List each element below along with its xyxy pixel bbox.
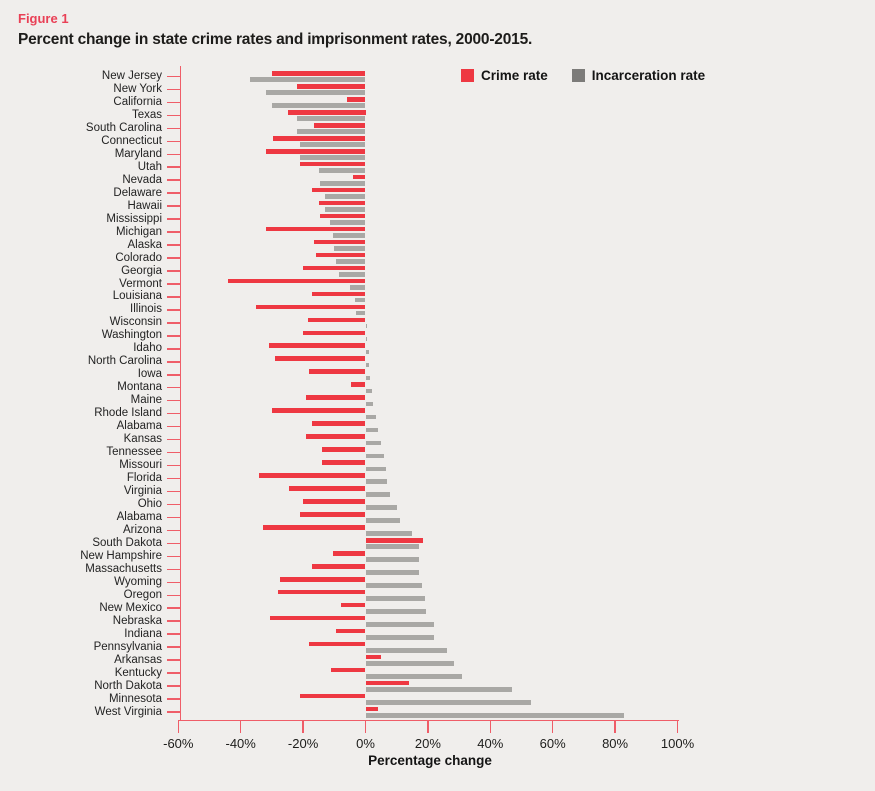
state-axis-tick bbox=[167, 128, 180, 130]
x-axis-tick bbox=[490, 720, 492, 733]
state-axis-tick bbox=[167, 646, 180, 648]
state-label: Connecticut bbox=[101, 134, 162, 147]
crime-bar bbox=[341, 603, 366, 608]
state-label: Michigan bbox=[115, 225, 162, 238]
crime-bar bbox=[314, 123, 365, 128]
state-label: Virginia bbox=[123, 485, 162, 498]
incarceration-bar bbox=[366, 492, 391, 497]
crime-bar bbox=[300, 512, 366, 517]
incarceration-bar bbox=[300, 155, 366, 160]
incarceration-bar bbox=[334, 246, 365, 251]
state-label: West Virginia bbox=[94, 705, 162, 718]
state-label: Washington bbox=[101, 329, 162, 342]
crime-bar bbox=[366, 655, 382, 660]
state-label: Indiana bbox=[124, 627, 162, 640]
state-label: Kansas bbox=[123, 433, 162, 446]
state-axis-tick bbox=[167, 179, 180, 181]
state-label: Ohio bbox=[137, 498, 162, 510]
legend-incarceration-label: Incarceration rate bbox=[591, 68, 706, 83]
state-axis-tick bbox=[167, 413, 180, 415]
crime-bar bbox=[306, 434, 365, 439]
crime-rate-swatch-icon bbox=[461, 69, 474, 82]
state-label: North Dakota bbox=[94, 679, 162, 692]
state-label: Nevada bbox=[122, 173, 162, 186]
state-axis-tick bbox=[167, 685, 180, 687]
incarceration-bar bbox=[325, 194, 366, 199]
incarceration-bar bbox=[366, 609, 427, 614]
state-label: Nebraska bbox=[112, 614, 162, 627]
crime-bar bbox=[347, 97, 366, 102]
x-axis-tick bbox=[302, 720, 304, 733]
incarceration-bar bbox=[350, 285, 366, 290]
state-axis-tick bbox=[167, 309, 180, 311]
state-axis-tick bbox=[167, 620, 180, 622]
incarceration-bar bbox=[366, 518, 400, 523]
state-label: Illinois bbox=[130, 303, 162, 316]
state-axis-tick bbox=[167, 154, 180, 156]
state-label: Kentucky bbox=[114, 666, 162, 679]
incarceration-bar bbox=[272, 103, 366, 108]
incarceration-bar bbox=[366, 648, 447, 653]
state-axis-tick bbox=[167, 595, 180, 597]
incarceration-bar bbox=[366, 570, 419, 575]
state-axis-tick bbox=[167, 698, 180, 700]
state-axis-tick bbox=[167, 244, 180, 246]
x-axis-title: Percentage change bbox=[368, 753, 492, 768]
state-label: Massachusetts bbox=[85, 562, 162, 575]
x-axis-tick bbox=[677, 720, 679, 733]
incarceration-bar bbox=[300, 142, 366, 147]
state-label: Iowa bbox=[137, 368, 162, 381]
incarceration-bar bbox=[366, 428, 378, 433]
state-label: Montana bbox=[117, 381, 162, 394]
x-axis-tick-label: -60% bbox=[163, 736, 194, 751]
incarceration-bar bbox=[366, 557, 419, 562]
crime-bar bbox=[312, 292, 365, 297]
figure-label: Figure 1 bbox=[18, 11, 69, 26]
state-axis-tick bbox=[167, 322, 180, 324]
state-axis-tick bbox=[167, 257, 180, 259]
crime-bar bbox=[272, 71, 366, 76]
crime-bar bbox=[366, 707, 378, 712]
state-axis-tick bbox=[167, 711, 180, 713]
crime-bar bbox=[312, 564, 365, 569]
crime-bar bbox=[320, 214, 365, 219]
incarceration-bar bbox=[366, 324, 368, 329]
crime-bar bbox=[319, 201, 366, 206]
incarceration-bar bbox=[366, 454, 385, 459]
crime-bar bbox=[297, 84, 366, 89]
state-axis-tick bbox=[167, 543, 180, 545]
incarceration-bar bbox=[333, 233, 366, 238]
state-label: New Jersey bbox=[101, 70, 162, 82]
state-axis-tick bbox=[167, 569, 180, 571]
x-axis-tick-label: 20% bbox=[414, 736, 441, 751]
crime-bar bbox=[351, 382, 365, 387]
legend-crime-label: Crime rate bbox=[481, 68, 548, 83]
crime-bar bbox=[303, 499, 365, 504]
crime-bar bbox=[336, 629, 366, 634]
x-axis-tick-label: -20% bbox=[287, 736, 319, 751]
crime-bar bbox=[303, 331, 365, 336]
incarceration-bar bbox=[366, 402, 374, 407]
state-axis-tick bbox=[167, 426, 180, 428]
state-axis-tick bbox=[167, 478, 180, 480]
crime-bar bbox=[263, 525, 366, 530]
state-axis-tick bbox=[167, 465, 180, 467]
incarceration-bar bbox=[366, 674, 463, 679]
incarceration-bar bbox=[366, 700, 531, 705]
y-axis-line bbox=[180, 66, 182, 720]
incarceration-bar bbox=[366, 337, 368, 342]
state-label: Colorado bbox=[115, 251, 162, 264]
crime-bar bbox=[322, 447, 366, 452]
chart-title: Percent change in state crime rates and imprisonment rates, 2000-2015. bbox=[18, 31, 533, 48]
state-axis-tick bbox=[167, 348, 180, 350]
incarceration-bar bbox=[366, 596, 425, 601]
state-axis-tick bbox=[167, 530, 180, 532]
state-label: Alabama bbox=[116, 510, 162, 523]
incarceration-bar bbox=[366, 531, 413, 536]
incarceration-bar bbox=[339, 272, 366, 277]
state-label: Delaware bbox=[113, 186, 162, 199]
crime-bar bbox=[322, 460, 366, 465]
state-label: Texas bbox=[131, 108, 162, 121]
state-label: Florida bbox=[126, 472, 162, 485]
incarceration-bar bbox=[366, 376, 371, 381]
state-axis-tick bbox=[167, 672, 180, 674]
state-label: Hawaii bbox=[127, 199, 162, 212]
state-label: California bbox=[113, 95, 162, 108]
state-axis-tick bbox=[167, 270, 180, 272]
state-label: Minnesota bbox=[108, 692, 162, 705]
crime-bar bbox=[366, 538, 424, 543]
state-label: Alabama bbox=[116, 420, 162, 433]
incarceration-bar bbox=[319, 168, 366, 173]
incarceration-bar bbox=[320, 181, 365, 186]
legend-item-crime bbox=[461, 68, 548, 83]
state-label: Maryland bbox=[114, 147, 162, 160]
state-axis-tick bbox=[167, 387, 180, 389]
crime-bar bbox=[316, 253, 366, 258]
x-axis-tick bbox=[365, 720, 367, 733]
incarceration-bar bbox=[366, 415, 377, 420]
incarceration-bar bbox=[366, 441, 382, 446]
state-axis-tick bbox=[167, 633, 180, 635]
legend-item-incarceration bbox=[572, 68, 705, 83]
state-axis-tick bbox=[167, 76, 180, 78]
state-axis-tick bbox=[167, 439, 180, 441]
crime-bar bbox=[270, 616, 365, 621]
crime-bar bbox=[266, 227, 366, 232]
crime-bar bbox=[309, 642, 365, 647]
state-axis-tick bbox=[167, 89, 180, 91]
crime-bar bbox=[366, 681, 410, 686]
state-axis-tick bbox=[167, 374, 180, 376]
incarceration-bar bbox=[325, 207, 366, 212]
x-axis-tick-label: 80% bbox=[602, 736, 629, 751]
state-label: Rhode Island bbox=[94, 407, 162, 420]
x-axis-tick bbox=[240, 720, 242, 733]
crime-bar bbox=[312, 421, 365, 426]
state-axis-tick bbox=[167, 115, 180, 117]
state-axis-tick bbox=[167, 400, 180, 402]
crime-bar bbox=[314, 240, 365, 245]
state-axis-tick bbox=[167, 166, 180, 168]
state-label: Maine bbox=[130, 394, 162, 407]
state-axis-tick bbox=[167, 556, 180, 558]
state-axis-tick bbox=[167, 205, 180, 207]
incarceration-bar bbox=[355, 298, 366, 303]
x-axis-tick bbox=[427, 720, 429, 733]
incarceration-bar bbox=[366, 583, 422, 588]
state-axis-tick bbox=[167, 218, 180, 220]
crime-bar bbox=[228, 279, 365, 284]
crime-bar bbox=[300, 162, 366, 167]
crime-bar bbox=[266, 149, 366, 154]
state-label: South Carolina bbox=[85, 121, 162, 134]
state-label: South Dakota bbox=[92, 536, 162, 549]
state-axis-tick bbox=[167, 102, 180, 104]
incarceration-bar bbox=[336, 259, 366, 264]
incarceration-bar bbox=[366, 363, 369, 368]
state-label: Louisiana bbox=[112, 290, 162, 303]
incarceration-bar bbox=[366, 687, 513, 692]
state-axis-tick bbox=[167, 659, 180, 661]
state-label: New Mexico bbox=[99, 601, 162, 614]
incarceration-bar bbox=[266, 90, 366, 95]
state-axis-tick bbox=[167, 582, 180, 584]
x-axis-tick bbox=[178, 720, 180, 733]
incarceration-bar bbox=[366, 661, 455, 666]
crime-bar bbox=[275, 356, 365, 361]
x-axis-tick bbox=[552, 720, 554, 733]
crime-bar bbox=[333, 551, 366, 556]
incarceration-bar bbox=[366, 635, 435, 640]
x-axis-tick-label: 60% bbox=[539, 736, 566, 751]
state-axis-tick bbox=[167, 335, 180, 337]
state-axis-tick bbox=[167, 452, 180, 454]
state-label: New Hampshire bbox=[80, 549, 162, 562]
crime-bar bbox=[309, 369, 365, 374]
legend bbox=[461, 68, 705, 83]
state-label: Mississippi bbox=[106, 212, 162, 225]
state-label: Pennsylvania bbox=[93, 640, 162, 653]
state-label: Alaska bbox=[127, 238, 162, 251]
incarceration-bar bbox=[366, 713, 625, 718]
incarceration-rate-swatch-icon bbox=[572, 69, 585, 82]
crime-bar bbox=[308, 318, 366, 323]
state-label: Wisconsin bbox=[109, 316, 162, 329]
incarceration-bar bbox=[297, 116, 366, 121]
incarceration-bar bbox=[366, 544, 419, 549]
crime-bar bbox=[280, 577, 366, 582]
crime-bar bbox=[306, 395, 365, 400]
incarceration-bar bbox=[330, 220, 366, 225]
state-label: Idaho bbox=[133, 342, 162, 355]
state-label: New York bbox=[113, 82, 162, 95]
crime-bar bbox=[312, 188, 365, 193]
incarceration-bar bbox=[250, 77, 365, 82]
x-axis-tick-label: -40% bbox=[225, 736, 256, 751]
state-axis-tick bbox=[167, 296, 180, 298]
crime-bar bbox=[331, 668, 365, 673]
crime-bar bbox=[353, 175, 365, 180]
state-axis-tick bbox=[167, 607, 180, 609]
crime-bar bbox=[256, 305, 365, 310]
crime-bar bbox=[288, 110, 366, 115]
crime-bar bbox=[272, 408, 366, 413]
x-axis-tick-label: 100% bbox=[660, 736, 695, 751]
incarceration-bar bbox=[356, 311, 365, 316]
crime-bar bbox=[259, 473, 365, 478]
state-label: Georgia bbox=[121, 264, 162, 277]
state-axis-tick bbox=[167, 491, 180, 493]
crime-bar bbox=[289, 486, 365, 491]
state-label: Arizona bbox=[123, 523, 162, 536]
incarceration-bar bbox=[366, 505, 397, 510]
state-axis-tick bbox=[167, 517, 180, 519]
crime-bar bbox=[269, 343, 366, 348]
state-label: Missouri bbox=[119, 459, 162, 472]
incarceration-bar bbox=[366, 467, 386, 472]
x-axis-tick-label: 40% bbox=[477, 736, 504, 751]
state-label: Tennessee bbox=[106, 446, 162, 459]
x-axis-tick bbox=[614, 720, 616, 733]
state-label: Wyoming bbox=[114, 575, 162, 588]
state-axis-tick bbox=[167, 231, 180, 233]
state-axis-tick bbox=[167, 283, 180, 285]
incarceration-bar bbox=[366, 389, 372, 394]
incarceration-bar bbox=[297, 129, 366, 134]
state-axis-tick bbox=[167, 504, 180, 506]
state-label: Oregon bbox=[123, 588, 162, 601]
state-axis-tick bbox=[167, 361, 180, 363]
state-axis-tick bbox=[167, 141, 180, 143]
state-label: Arkansas bbox=[114, 653, 162, 666]
state-label: Utah bbox=[137, 160, 162, 173]
state-label: Vermont bbox=[119, 277, 162, 290]
incarceration-bar bbox=[366, 350, 369, 355]
incarceration-bar bbox=[366, 622, 435, 627]
state-label: North Carolina bbox=[87, 355, 162, 368]
crime-bar bbox=[273, 136, 365, 141]
state-axis-tick bbox=[167, 192, 180, 194]
crime-bar bbox=[278, 590, 365, 595]
crime-bar bbox=[300, 694, 366, 699]
crime-bar bbox=[303, 266, 365, 271]
incarceration-bar bbox=[366, 479, 388, 484]
x-axis-tick-label: 0% bbox=[356, 736, 375, 751]
